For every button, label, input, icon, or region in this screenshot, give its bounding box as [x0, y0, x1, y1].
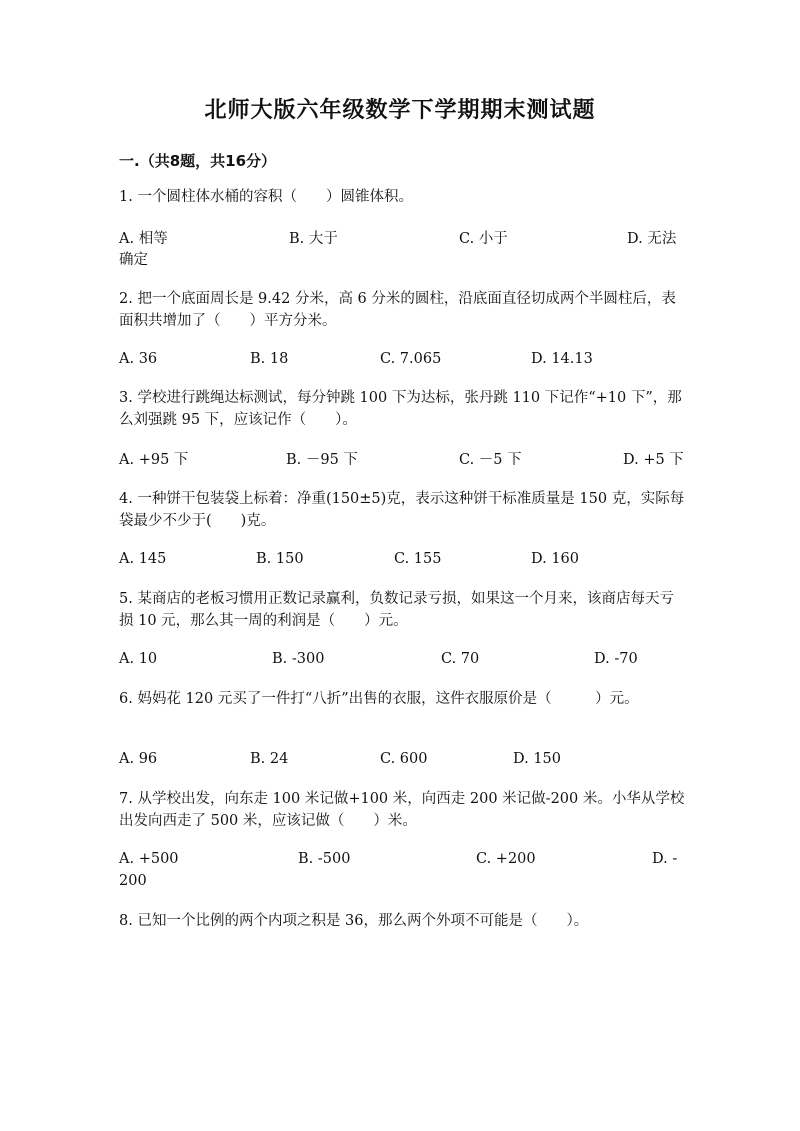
question-1-stem: 1. 一个圆柱体水桶的容积（ ）圆锥体积。 [119, 189, 413, 205]
question-7-option-d-wrap: 200 [119, 873, 147, 889]
option-d[interactable]: D. -70 [594, 651, 638, 667]
page-title: 北师大版六年级数学下学期期末测试题 [204, 98, 596, 123]
option-a[interactable]: A. 36 [119, 351, 158, 367]
option-c[interactable]: C. －5 下 [459, 452, 522, 468]
question-6-options [119, 748, 685, 770]
option-b[interactable]: B. -300 [272, 651, 325, 667]
question-7-stem: 7. 从学校出发，向东走 100 米记做+100 米，向西走 200 米记做-200 米。小华从学校出发向西走了 500 米，应该记做（ ）米。 [119, 791, 685, 829]
question-3-stem: 3. 学校进行跳绳达标测试，每分钟跳 100 下为达标，张丹跳 110 下记作“+10 下”，那么刘强跳 95 下，应该记作（ ）。 [119, 390, 682, 428]
option-b[interactable]: B. -500 [298, 851, 351, 867]
option-d[interactable]: D. 无法 [627, 231, 677, 247]
question-7-options [119, 848, 685, 870]
option-c[interactable]: C. 70 [441, 651, 480, 667]
option-b[interactable]: B. －95 下 [286, 452, 358, 468]
question-2-stem: 2. 把一个底面周长是 9.42 分米，高 6 分米的圆柱，沿底面直径切成两个半圆柱后，表面积共增加了（ ）平方分米。 [119, 291, 676, 329]
option-a[interactable]: A. +500 [119, 851, 179, 867]
option-b[interactable]: B. 大于 [289, 231, 338, 247]
option-b[interactable]: B. 150 [256, 551, 304, 567]
option-c[interactable]: C. 7.065 [380, 351, 442, 367]
option-d[interactable]: D. - [652, 851, 678, 867]
option-c[interactable]: C. 600 [380, 751, 428, 767]
section-heading: 一.（共8题，共16分） [119, 152, 277, 170]
question-1-option-d-wrap: 确定 [119, 252, 148, 268]
option-c[interactable]: C. 155 [394, 551, 442, 567]
option-b[interactable]: B. 24 [250, 751, 289, 767]
option-a[interactable]: A. 96 [119, 751, 158, 767]
option-d[interactable]: D. 160 [531, 551, 580, 567]
question-5-stem: 5. 某商店的老板习惯用正数记录赢利，负数记录亏损，如果这一个月来，该商店每天亏损 10 元，那么其一周的利润是（ ）元。 [119, 591, 674, 629]
question-6-stem: 6. 妈妈花 120 元买了一件打“八折”出售的衣服，这件衣服原价是（ ）元。 [119, 691, 639, 707]
option-d[interactable]: D. 150 [513, 751, 562, 767]
question-2-options [119, 348, 685, 370]
question-8-stem: 8. 已知一个比例的两个内项之积是 36，那么两个外项不可能是（ ）。 [119, 913, 589, 929]
question-4-stem: 4. 一种饼干包装袋上标着：净重(150±5)克，表示这种饼干标准质量是 150 克，实际每袋最少不少于( )克。 [119, 491, 685, 529]
question-3-options [119, 449, 685, 471]
option-a[interactable]: A. 145 [119, 551, 167, 567]
option-a[interactable]: A. 10 [119, 651, 158, 667]
option-a[interactable]: A. +95 下 [119, 452, 189, 468]
option-c[interactable]: C. 小于 [459, 231, 508, 247]
option-c[interactable]: C. +200 [476, 851, 536, 867]
option-d[interactable]: D. +5 下 [623, 452, 684, 468]
question-4-options [119, 548, 685, 570]
question-5-options [119, 648, 685, 670]
option-a[interactable]: A. 相等 [119, 231, 168, 247]
question-1-options [119, 228, 685, 250]
option-d[interactable]: D. 14.13 [531, 351, 593, 367]
option-b[interactable]: B. 18 [250, 351, 289, 367]
